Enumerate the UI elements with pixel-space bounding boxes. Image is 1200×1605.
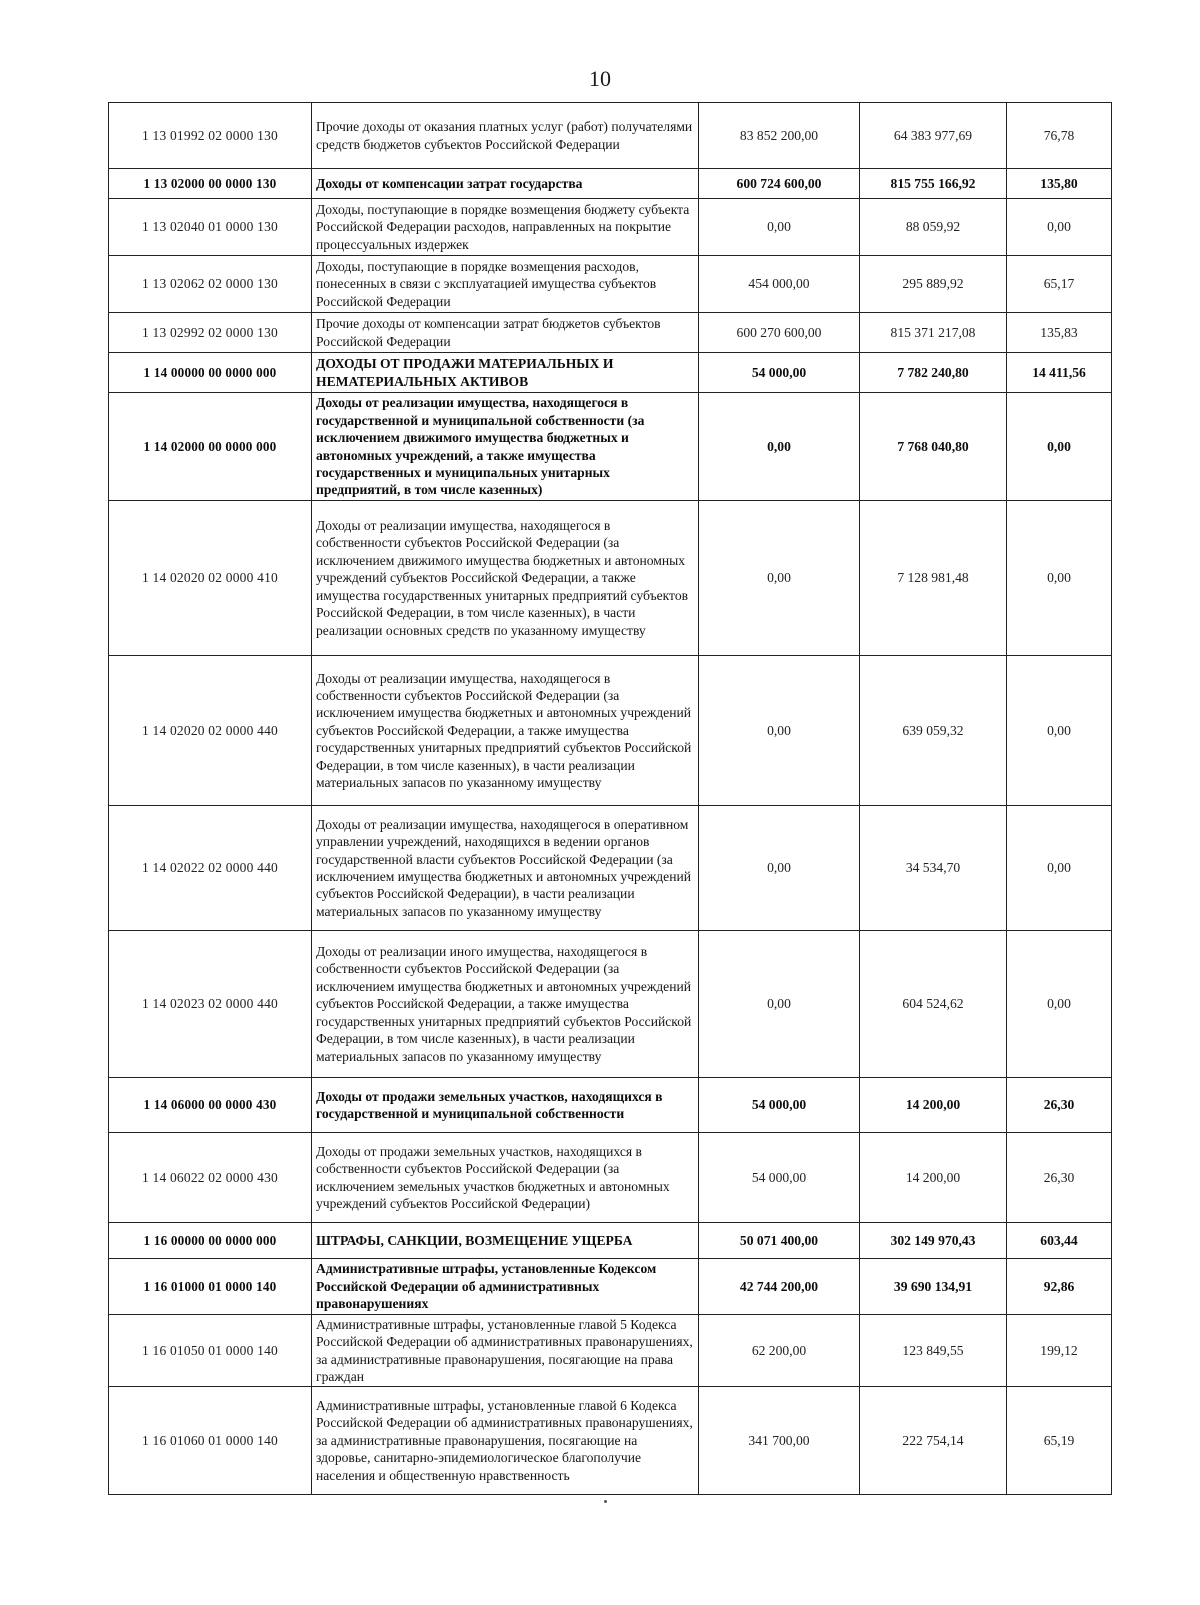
fact-amount-cell: 815 755 166,92: [860, 169, 1007, 199]
plan-amount-cell: 0,00: [699, 501, 860, 656]
fact-amount-cell: 302 149 970,43: [860, 1223, 1007, 1259]
plan-amount-cell: 0,00: [699, 199, 860, 256]
fact-amount-cell: 604 524,62: [860, 931, 1007, 1078]
budget-code-cell: 1 14 02022 02 0000 440: [109, 806, 312, 931]
table-row: [109, 1223, 1112, 1259]
budget-code-cell: 1 16 01000 01 0000 140: [109, 1259, 312, 1315]
table-row: [109, 353, 1112, 393]
budget-code-cell: 1 13 02040 01 0000 130: [109, 199, 312, 256]
budget-code-cell: 1 13 02062 02 0000 130: [109, 256, 312, 313]
budget-code-cell: 1 14 02020 02 0000 440: [109, 656, 312, 806]
fact-amount-cell: 64 383 977,69: [860, 103, 1007, 169]
revenue-name-cell: Доходы от реализации иного имущества, находящегося в собственности субъектов Российской Федерации (за исключением имущества бюджетных и автономных учреждений субъектов Российской Федерации, а также имущества государственных унитарных предприятий субъектов Российской Федерации, в том числе казенных), в части реализации материальных запасов по указанному имуществу: [312, 931, 699, 1078]
plan-amount-cell: 62 200,00: [699, 1315, 860, 1387]
percent-cell: 0,00: [1007, 931, 1112, 1078]
fact-amount-cell: 7 782 240,80: [860, 353, 1007, 393]
plan-amount-cell: 83 852 200,00: [699, 103, 860, 169]
fact-amount-cell: 295 889,92: [860, 256, 1007, 313]
plan-amount-cell: 54 000,00: [699, 1133, 860, 1223]
revenue-name-cell: ДОХОДЫ ОТ ПРОДАЖИ МАТЕРИАЛЬНЫХ И НЕМАТЕРИАЛЬНЫХ АКТИВОВ: [312, 353, 699, 393]
percent-cell: 0,00: [1007, 501, 1112, 656]
revenue-name-cell: Административные штрафы, установленные главой 5 Кодекса Российской Федерации об административных правонарушениях, за административные правонарушения, посягающие на права граждан: [312, 1315, 699, 1387]
percent-cell: 92,86: [1007, 1259, 1112, 1315]
table-row: [109, 199, 1112, 256]
revenue-name-cell: Доходы от продажи земельных участков, находящихся в собственности субъектов Российской Федерации (за исключением земельных участков бюджетных и автономных учреждений субъектов Российской Федерации): [312, 1133, 699, 1223]
fact-amount-cell: 639 059,32: [860, 656, 1007, 806]
percent-cell: 603,44: [1007, 1223, 1112, 1259]
revenue-name-cell: Доходы от реализации имущества, находящегося в государственной и муниципальной собственности (за исключением движимого имущества бюджетных и автономных учреждений, а также имущества государственных и муниципальных унитарных предприятий, в том числе казенных): [312, 393, 699, 501]
revenue-name-cell: Доходы, поступающие в порядке возмещения бюджету субъекта Российской Федерации расходов, направленных на покрытие процессуальных издержек: [312, 199, 699, 256]
plan-amount-cell: 0,00: [699, 931, 860, 1078]
table-row: [109, 169, 1112, 199]
page-number: 10: [589, 66, 611, 91]
budget-code-cell: 1 16 00000 00 0000 000: [109, 1223, 312, 1259]
percent-cell: 26,30: [1007, 1133, 1112, 1223]
plan-amount-cell: 600 724 600,00: [699, 169, 860, 199]
percent-cell: 76,78: [1007, 103, 1112, 169]
plan-amount-cell: 54 000,00: [699, 1078, 860, 1133]
budget-code-cell: 1 14 06000 00 0000 430: [109, 1078, 312, 1133]
budget-code-cell: 1 13 01992 02 0000 130: [109, 103, 312, 169]
revenue-name-cell: Доходы от продажи земельных участков, находящихся в государственной и муниципальной собственности: [312, 1078, 699, 1133]
plan-amount-cell: 0,00: [699, 656, 860, 806]
plan-amount-cell: 0,00: [699, 806, 860, 931]
budget-code-cell: 1 14 02000 00 0000 000: [109, 393, 312, 501]
fact-amount-cell: 7 768 040,80: [860, 393, 1007, 501]
budget-code-cell: 1 13 02992 02 0000 130: [109, 313, 312, 353]
percent-cell: 26,30: [1007, 1078, 1112, 1133]
table-row: [109, 313, 1112, 353]
revenue-name-cell: Прочие доходы от оказания платных услуг (работ) получателями средств бюджетов субъектов Российской Федерации: [312, 103, 699, 169]
budget-code-cell: 1 14 00000 00 0000 000: [109, 353, 312, 393]
percent-cell: 135,83: [1007, 313, 1112, 353]
revenue-table: [108, 102, 1112, 1495]
percent-cell: 0,00: [1007, 393, 1112, 501]
plan-amount-cell: 0,00: [699, 393, 860, 501]
fact-amount-cell: 88 059,92: [860, 199, 1007, 256]
plan-amount-cell: 454 000,00: [699, 256, 860, 313]
fact-amount-cell: 34 534,70: [860, 806, 1007, 931]
revenue-name-cell: Административные штрафы, установленные Кодексом Российской Федерации об административных правонарушениях: [312, 1259, 699, 1315]
revenue-name-cell: ШТРАФЫ, САНКЦИИ, ВОЗМЕЩЕНИЕ УЩЕРБА: [312, 1223, 699, 1259]
percent-cell: 199,12: [1007, 1315, 1112, 1387]
revenue-name-cell: Доходы от реализации имущества, находящегося в собственности субъектов Российской Федерации (за исключением имущества бюджетных и автономных учреждений субъектов Российской Федерации, а также имущества государственных унитарных предприятий субъектов Российской Федерации, в том числе казенных), в части реализации материальных запасов по указанному имуществу: [312, 656, 699, 806]
percent-cell: 0,00: [1007, 656, 1112, 806]
plan-amount-cell: 54 000,00: [699, 353, 860, 393]
table-row: [109, 1078, 1112, 1133]
budget-code-cell: 1 16 01050 01 0000 140: [109, 1315, 312, 1387]
plan-amount-cell: 42 744 200,00: [699, 1259, 860, 1315]
table-row: [109, 1133, 1112, 1223]
fact-amount-cell: 14 200,00: [860, 1078, 1007, 1133]
revenue-name-cell: Доходы от реализации имущества, находящегося в оперативном управлении учреждений, находящихся в ведении органов государственной власти субъектов Российской Федерации (за исключением имущества бюджетных и автономных учреждений субъектов Российской Федерации), в части реализации материальных запасов по указанному имуществу: [312, 806, 699, 931]
table-row: [109, 1259, 1112, 1315]
plan-amount-cell: 600 270 600,00: [699, 313, 860, 353]
budget-code-cell: 1 14 02023 02 0000 440: [109, 931, 312, 1078]
fact-amount-cell: 815 371 217,08: [860, 313, 1007, 353]
budget-code-cell: 1 14 06022 02 0000 430: [109, 1133, 312, 1223]
fact-amount-cell: 14 200,00: [860, 1133, 1007, 1223]
revenue-name-cell: Доходы, поступающие в порядке возмещения расходов, понесенных в связи с эксплуатацией имущества субъектов Российской Федерации: [312, 256, 699, 313]
table-row: [109, 1387, 1112, 1495]
revenue-name-cell: Доходы от реализации имущества, находящегося в собственности субъектов Российской Федерации (за исключением движимого имущества бюджетных и автономных учреждений субъектов Российской Федерации, а также имущества государственных унитарных предприятий субъектов Российской Федерации, в том числе казенных), в части реализации основных средств по указанному имуществу: [312, 501, 699, 656]
fact-amount-cell: 123 849,55: [860, 1315, 1007, 1387]
table-row: [109, 501, 1112, 656]
revenue-name-cell: Прочие доходы от компенсации затрат бюджетов субъектов Российской Федерации: [312, 313, 699, 353]
revenue-name-cell: Административные штрафы, установленные главой 6 Кодекса Российской Федерации об административных правонарушениях, за административные правонарушения, посягающие на здоровье, санитарно-эпидемиологическое благополучие населения и общественную нравственность: [312, 1387, 699, 1495]
table-row: [109, 1315, 1112, 1387]
table-row: [109, 256, 1112, 313]
percent-cell: 65,19: [1007, 1387, 1112, 1495]
budget-code-cell: 1 14 02020 02 0000 410: [109, 501, 312, 656]
table-row: [109, 393, 1112, 501]
table-row: [109, 103, 1112, 169]
percent-cell: 135,80: [1007, 169, 1112, 199]
percent-cell: 0,00: [1007, 199, 1112, 256]
fact-amount-cell: 222 754,14: [860, 1387, 1007, 1495]
table-row: [109, 656, 1112, 806]
percent-cell: 0,00: [1007, 806, 1112, 931]
fact-amount-cell: 39 690 134,91: [860, 1259, 1007, 1315]
plan-amount-cell: 50 071 400,00: [699, 1223, 860, 1259]
fact-amount-cell: 7 128 981,48: [860, 501, 1007, 656]
revenue-name-cell: Доходы от компенсации затрат государства: [312, 169, 699, 199]
scan-dot: [604, 1500, 607, 1503]
plan-amount-cell: 341 700,00: [699, 1387, 860, 1495]
percent-cell: 14 411,56: [1007, 353, 1112, 393]
percent-cell: 65,17: [1007, 256, 1112, 313]
budget-code-cell: 1 16 01060 01 0000 140: [109, 1387, 312, 1495]
table-row: [109, 931, 1112, 1078]
budget-code-cell: 1 13 02000 00 0000 130: [109, 169, 312, 199]
table-row: [109, 806, 1112, 931]
